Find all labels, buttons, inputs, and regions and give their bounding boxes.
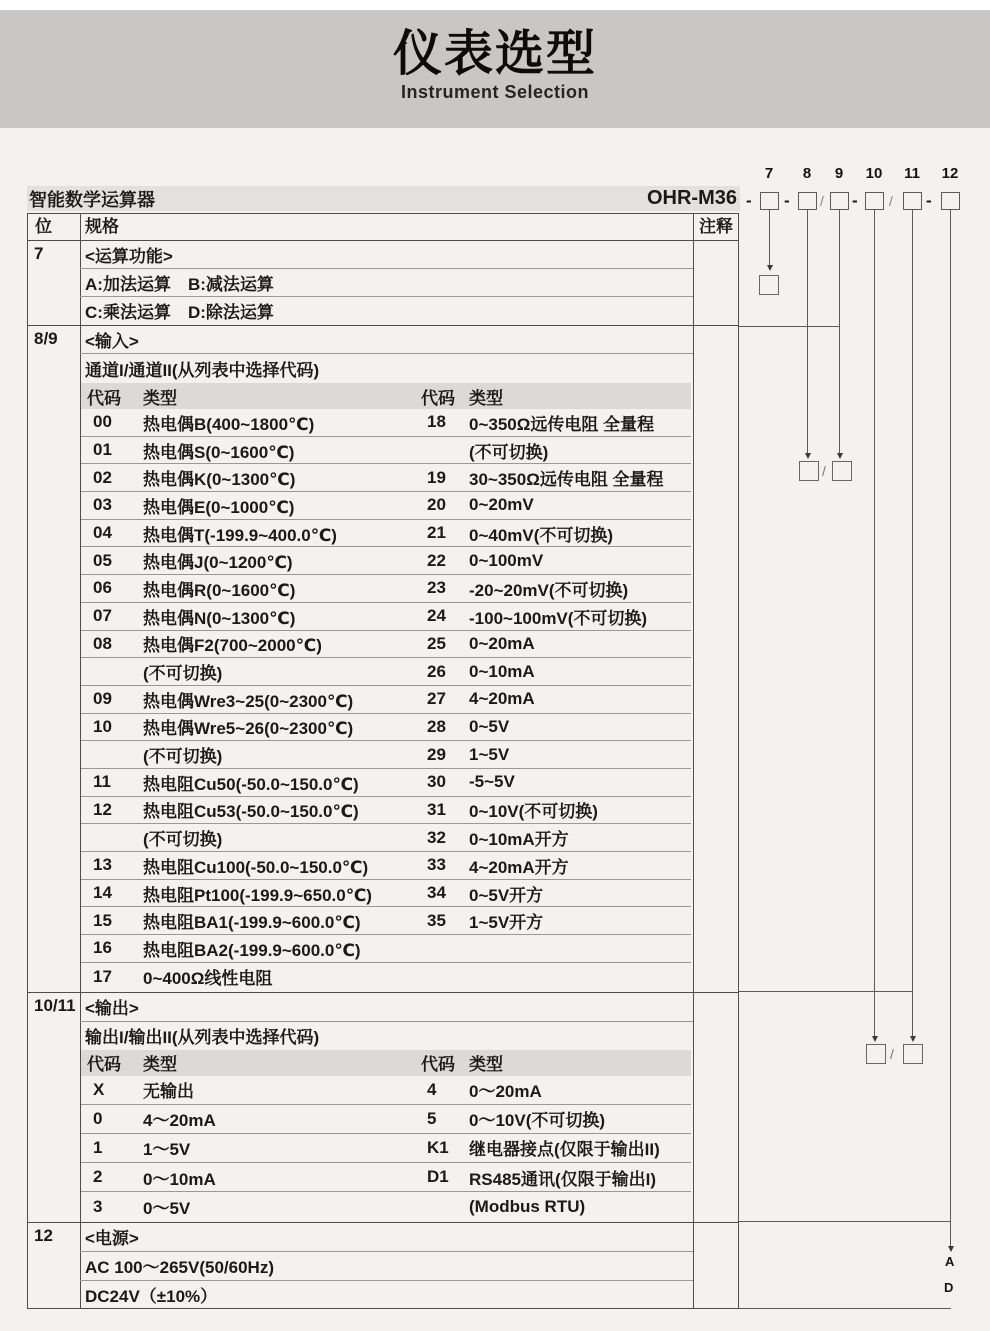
power-code-a: A [945,1254,955,1269]
input-code-1: 01 [93,440,112,460]
input-code-row [81,658,691,686]
input-code-row [81,880,691,908]
section-input [28,326,738,993]
input-code-row [81,963,691,991]
input-code-row [81,575,691,603]
input-type-2: -20~20mV(不可切换) [469,580,629,600]
input-title: <输入> [80,326,693,354]
section-pos-label: 7 [34,244,44,263]
spec-row-text: C:乘法运算 D:除法运算 [85,302,274,322]
spec-row [80,1281,693,1310]
output-rows [28,1076,738,1222]
arrow-down-icon [948,1246,954,1252]
input-code-2: 34 [427,883,446,903]
header-code-1: 代码 [87,1055,121,1074]
input-code-1: 12 [93,799,112,819]
output-code-1: 1 [93,1137,103,1157]
output-code-row [81,1192,691,1221]
input-type-1: 热电阻BA1(-199.9~600.0℃) [143,913,361,933]
connector-line-8 [807,209,808,453]
model-dash: - [784,191,790,210]
input-type-2: 0~20mV [469,495,534,515]
spec-row [80,241,693,269]
connector-line-9 [839,209,840,453]
input-type-2: 0~5V [469,716,510,736]
power-code-d: D [944,1280,954,1295]
model-slash: / [820,193,824,209]
input-type-1: (不可切换) [143,747,223,767]
section-pos-label: 10/11 [34,996,76,1015]
code-box-8 [798,192,817,210]
spec-row-text: AC 100～265V(50/60Hz) [85,1258,274,1278]
output-code-row [81,1076,691,1105]
input-code-1: 09 [93,689,112,709]
output-code-2: K1 [427,1137,449,1157]
output-type-1: 1～5V [143,1140,191,1160]
input-code-row [81,492,691,520]
input-type-2: 0~100mV [469,550,544,570]
product-name: 智能数学运算器 [29,189,155,210]
input-type-1: 热电阻Cu50(-50.0~150.0℃) [143,774,359,794]
section-pos-label: 8/9 [34,329,58,348]
header-code-2: 代码 [421,388,455,408]
input-code-row [81,714,691,742]
section-function [28,241,738,326]
input-code-1: 00 [93,412,112,432]
header-type-1: 类型 [143,388,177,408]
input-type-1: 热电偶N(0~1300℃) [143,608,296,628]
output-type-2: 继电器接点(仅限于输出II) [469,1140,660,1160]
input-type-2: -5~5V [469,772,515,792]
arrow-down-icon [805,453,811,459]
input-code-2: 33 [427,855,446,875]
input-type-1: 热电阻BA2(-199.9~600.0℃) [143,940,361,960]
digit-9: 9 [834,165,844,182]
input-code-2: 21 [427,523,446,543]
input-code-row [81,520,691,548]
product-model: OHR-M36 [646,187,737,209]
product-band [27,186,740,211]
output-subtitle: 输出I/输出II(从列表中选择代码) [85,1028,320,1047]
spec-row-text: <电源> [85,1229,139,1249]
page-title: 仪表选型 [392,27,597,81]
model-dash: - [746,191,752,210]
input-code-row [81,797,691,825]
function-rows [28,241,738,324]
target-box-output-1 [866,1044,886,1064]
input-type-2: -100~100mV(不可切换) [469,608,648,628]
input-code-row [81,686,691,714]
target-slash: / [890,1046,894,1062]
input-code-1: 07 [93,606,112,626]
header-type-2: 类型 [469,388,503,408]
col-header-pos: 位 [35,217,52,236]
input-code-1: 05 [93,550,112,570]
input-code-row [81,603,691,631]
header-type-2: 类型 [469,1055,503,1074]
target-slash: / [822,463,826,479]
output-code-row [81,1105,691,1134]
input-type-1: 热电阻Pt100(-199.9~650.0℃) [143,885,372,905]
arrow-down-icon [872,1036,878,1042]
code-box-10 [865,192,884,210]
target-box-function [759,275,779,295]
header-code-1: 代码 [87,388,121,408]
input-code-1: 06 [93,578,112,598]
input-code-1: 15 [93,910,112,930]
connector-line-11 [912,209,913,1036]
connector-line-12 [950,209,951,1246]
code-box-7 [760,192,779,210]
input-type-2: 0~5V开方 [469,885,544,905]
output-code-2: 4 [427,1079,437,1099]
power-rows [28,1223,738,1309]
selection-table [27,213,739,1309]
input-code-1: 14 [93,883,112,903]
input-type-1: 热电偶S(0~1600℃) [143,442,295,462]
input-code-1: 11 [93,772,111,792]
section-extension-line [739,326,840,327]
output-type-1: 无输出 [143,1082,194,1102]
input-type-1: 热电偶F2(700~2000℃) [143,636,322,656]
input-code-row [81,769,691,797]
input-type-1: 热电偶Wre3~25(0~2300℃) [143,691,354,711]
output-type-1: 0～5V [143,1199,191,1219]
connector-line-7 [769,209,770,265]
connector-line-10 [874,209,875,1036]
digit-10: 10 [865,165,883,182]
input-code-2: 23 [427,578,446,598]
input-code-2: 27 [427,689,446,709]
spec-row-text: A:加法运算 B:减法运算 [85,274,274,294]
output-code-2: D1 [427,1167,449,1187]
input-type-1: 热电偶B(400~1800℃) [143,414,315,434]
spec-row [80,297,693,325]
input-type-2: (不可切换) [469,442,549,462]
target-box-input-1 [799,461,819,481]
spec-row [80,1223,693,1252]
input-code-1: 03 [93,495,112,515]
output-type-2: 0～10V(不可切换) [469,1111,606,1131]
input-type-2: 4~20mA开方 [469,857,569,877]
output-type-1: 4～20mA [143,1111,216,1131]
header-type-1: 类型 [143,1055,177,1074]
input-code-row [81,631,691,659]
input-subtitle: 通道I/通道II(从列表中选择代码) [85,361,320,380]
input-type-1: 热电偶Wre5~26(0~2300℃) [143,719,354,739]
output-type-2: 0～20mA [469,1082,542,1102]
section-extension-line [739,1221,951,1222]
output-code-2: 5 [427,1108,437,1128]
title-banner [0,10,990,128]
output-type-2: (Modbus RTU) [469,1196,586,1216]
input-code-row [81,824,691,852]
output-title: <输出> [80,993,693,1022]
input-type-2: 4~20mA [469,689,535,709]
target-box-input-2 [832,461,852,481]
col-header-spec: 规格 [85,217,119,236]
input-type-1: (不可切换) [143,664,223,684]
input-type-2: 1~5V [469,744,510,764]
input-type-2: 0~10mA开方 [469,830,569,850]
input-type-2: 0~10mA [469,661,535,681]
input-type-2: 0~40mV(不可切换) [469,525,614,545]
output-code-1: 2 [93,1167,103,1187]
model-slash: / [889,193,893,209]
input-code-2: 28 [427,716,446,736]
output-code-1: X [93,1079,105,1099]
output-code-row [81,1134,691,1163]
input-type-1: 热电偶J(0~1200℃) [143,553,293,573]
page-subtitle: Instrument Selection [400,81,590,102]
input-code-2: 32 [427,827,446,847]
spec-row-text: <运算功能> [85,246,173,266]
input-code-2: 30 [427,772,446,792]
input-code-2: 19 [427,467,446,487]
arrow-down-icon [837,453,843,459]
target-box-output-2 [903,1044,923,1064]
input-type-1: 热电偶R(0~1600℃) [143,580,296,600]
input-type-1: 热电偶E(0~1000℃) [143,497,295,517]
input-code-row [81,852,691,880]
input-type-2: 0~20mA [469,633,535,653]
table-header-row [28,214,738,241]
input-code-2: 18 [427,412,446,432]
input-code-row [81,935,691,963]
input-code-2: 20 [427,495,446,515]
input-type-2: 1~5V开方 [469,913,544,933]
input-code-1: 08 [93,633,112,653]
input-rows [28,409,738,990]
code-box-9 [830,192,849,210]
input-code-2: 25 [427,633,446,653]
output-code-header [81,1050,691,1076]
input-code-2: 22 [427,550,446,570]
header-code-2: 代码 [421,1055,455,1074]
model-dash: - [852,191,858,210]
section-output [28,993,738,1223]
input-code-row [81,409,691,437]
input-code-header [81,383,691,409]
output-type-2: RS485通讯(仅限于输出I) [469,1169,657,1189]
input-code-row [81,464,691,492]
model-dash: - [926,191,932,210]
input-type-2: 0~350Ω远传电阻 全量程 [469,414,655,434]
input-code-row [81,437,691,465]
section-extension-line [739,1308,951,1309]
digit-12: 12 [941,165,959,182]
digit-11: 11 [904,165,920,182]
digit-7: 7 [764,165,774,182]
output-type-1: 0～10mA [143,1169,216,1189]
input-code-1: 13 [93,855,112,875]
input-code-1: 10 [93,716,112,736]
input-type-2: 0~10V(不可切换) [469,802,598,822]
arrow-down-icon [910,1036,916,1042]
input-code-1: 04 [93,523,112,543]
spec-row [80,1252,693,1281]
output-code-1: 0 [93,1108,103,1128]
input-type-1: 热电偶T(-199.9~400.0℃) [143,525,337,545]
col-header-note: 注释 [699,217,733,236]
input-code-row [81,907,691,935]
input-type-1: 热电偶K(0~1300℃) [143,470,296,490]
input-code-1: 16 [93,938,112,958]
code-box-11 [903,192,922,210]
output-code-row [81,1163,691,1192]
input-code-row [81,547,691,575]
input-code-1: 17 [93,966,112,986]
section-power [28,1223,738,1309]
output-code-1: 3 [93,1196,103,1216]
input-code-row [81,741,691,769]
input-type-1: 热电阻Cu53(-50.0~150.0℃) [143,802,359,822]
arrow-down-icon [767,265,773,271]
input-code-2: 24 [427,606,446,626]
input-type-1: (不可切换) [143,830,223,850]
input-code-2: 31 [427,799,446,819]
input-code-2: 35 [427,910,446,930]
input-code-2: 26 [427,661,446,681]
input-code-1: 02 [93,467,112,487]
code-box-12 [941,192,960,210]
spec-row [80,269,693,297]
input-code-2: 29 [427,744,446,764]
input-type-2: 30~350Ω远传电阻 全量程 [469,470,664,490]
spec-row-text: DC24V（±10%） [85,1287,218,1307]
input-type-1: 0~400Ω线性电阻 [143,969,273,989]
input-type-1: 热电阻Cu100(-50.0~150.0℃) [143,857,369,877]
section-extension-line [739,991,913,992]
digit-8: 8 [802,165,812,182]
section-pos-label: 12 [34,1226,53,1245]
